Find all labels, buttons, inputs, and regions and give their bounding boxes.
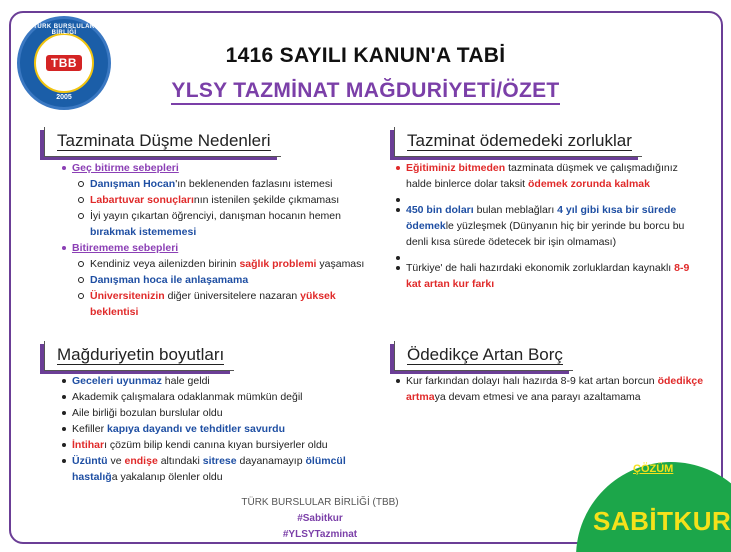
logo-year: 2005 xyxy=(56,94,72,101)
footer-hashtag-sabitkur: #Sabitkur xyxy=(297,513,343,524)
list-item: 450 bin doları bulan meblağları 4 yıl gibi kısa bir sürede ödemekle yüzleşmek (Dünyanın hiç bir yerinde bu borcu bu denli kısa sürede ödetecek bir işin olmaması) xyxy=(396,202,706,250)
list-item: Akademik çalışmalara odaklanmak mümkün değil xyxy=(62,389,372,405)
dimensions-list xyxy=(62,373,372,485)
list-item: Geç bitirme sebepleri Danışman Hocan'ın beklenenden fazlasını istemesi Labartuvar sonuçlarının istenilen şekilde çıkmaması İyi yayın çıkartan öğrenciyi, danışman hocanın hemen bırakmak istememesi xyxy=(62,160,372,240)
list-item: İyi yayın çıkartan öğrenciyi, danışman hocanın hemen bırakmak istememesi xyxy=(78,208,372,240)
causes-list xyxy=(62,160,372,320)
list-item: Kendiniz veya ailenizden birinin sağlık problemi yaşaması xyxy=(78,256,372,272)
list-item: Bitirememe sebepleri Kendiniz veya ailenizden birinin sağlık problemi yaşaması Danışman hoca ile anlaşamama Üniversitenizin diğer üniversitelere nazaran yüksek beklentisi xyxy=(62,240,372,320)
list-spacer xyxy=(396,250,706,260)
footer-hashtag-ylsy: #YLSYTazminat xyxy=(282,529,358,540)
list-spacer xyxy=(396,192,706,202)
logo-ring-text: TÜRK BURSLULAR BİRLİĞİ xyxy=(33,24,95,36)
list-item: Aile birliği bozulan burslular oldu xyxy=(62,405,372,421)
list-item: Üzüntü ve endişe altındaki sitrese dayanamayıp ölümcül hastalığa yakalanıp ölenler oldu xyxy=(62,453,372,485)
list-item: Kefiller kapıya dayandı ve tehditler savurdu xyxy=(62,421,372,437)
list-item: Danışman hoca ile anlaşamama xyxy=(78,272,372,288)
causes-heading: Tazminata Düşme Nedenleri xyxy=(44,127,281,157)
list-item: Eğitiminiz bitmeden tazminata düşmek ve çalışmadığınız halde binlerce dolar taksit ödemek zorunda kalmak xyxy=(396,160,706,192)
difficulties-heading: Tazminat ödemedeki zorluklar xyxy=(394,127,642,157)
solution-label: ÇÖZÜM xyxy=(633,463,674,475)
list-item: İntiharı çözüm bilip kendi canına kıyan bursiyerler oldu xyxy=(62,437,372,453)
debt-list xyxy=(396,373,706,405)
list-item: Geceleri uyunmaz hale geldi xyxy=(62,373,372,389)
footer-org: TÜRK BURSLULAR BİRLİĞİ (TBB) xyxy=(241,497,399,508)
list-item: Üniversitenizin diğer üniversitelere nazaran yüksek beklentisi xyxy=(78,288,372,320)
page-subtitle: YLSY TAZMİNAT MAĞDURİYETİ/ÖZET xyxy=(0,79,731,103)
page-title: 1416 SAYILI KANUN'A TABİ xyxy=(225,44,506,67)
debt-heading: Ödedikçe Artan Borç xyxy=(394,341,573,371)
list-item: Kur farkından dolayı halı hazırda 8-9 kat artan borcun ödedikçe artmaya devam etmesi ve ana parayı azaltamama xyxy=(396,373,706,405)
list-item: Türkiye' de hali hazırdaki ekonomik zorluklardan kaynaklı 8-9 kat artan kur farkı xyxy=(396,260,706,292)
logo-abbr: TBB xyxy=(46,55,82,71)
solution-brand: SABİTKUR xyxy=(593,506,731,536)
list-item: Labartuvar sonuçlarının istenilen şekilde çıkmaması xyxy=(78,192,372,208)
difficulties-list xyxy=(396,160,706,292)
dimensions-heading: Mağduriyetin boyutları xyxy=(44,341,234,371)
list-item: Danışman Hocan'ın beklenenden fazlasını istemesi xyxy=(78,176,372,192)
